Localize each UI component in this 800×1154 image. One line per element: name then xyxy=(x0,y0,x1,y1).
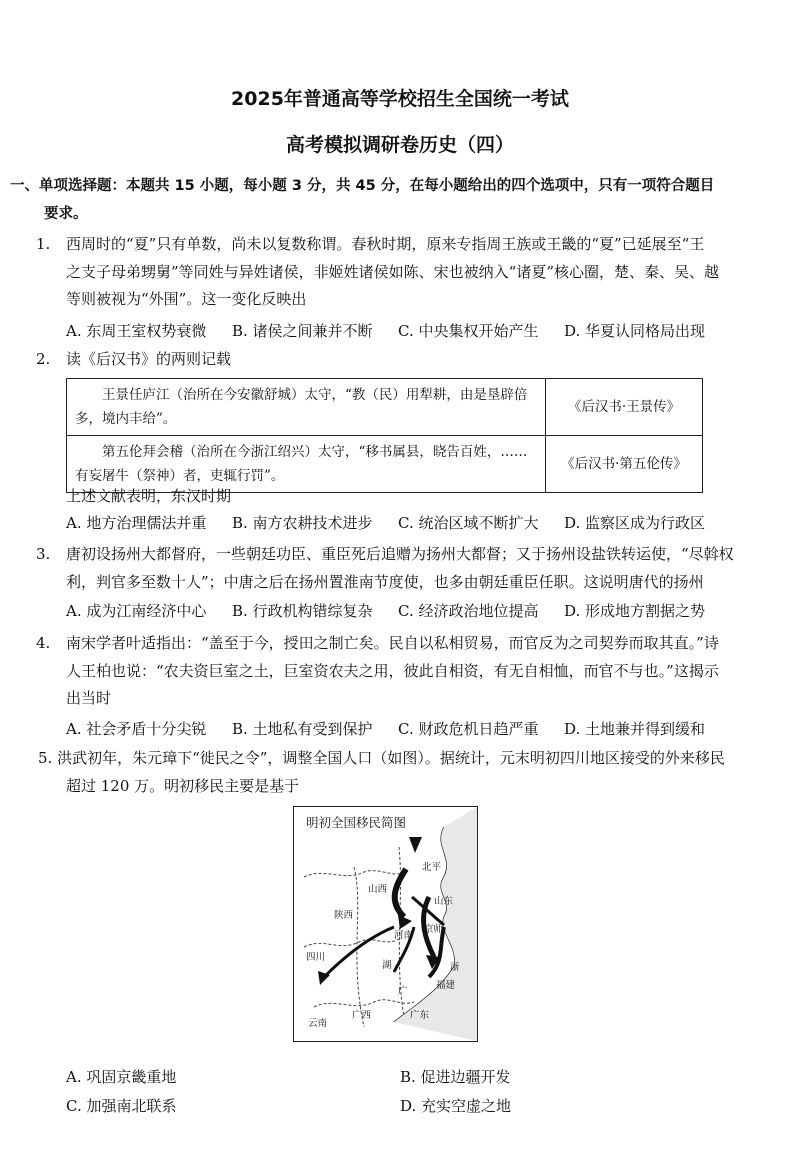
q1-line: 西周时的“夏”只有单数，尚未以复数称谓。春秋时期，原来专指周王族或王畿的“夏”已延展至“王 xyxy=(66,235,705,253)
q2-after: 上述文献表明，东汉时期 xyxy=(66,487,232,505)
q5-line: 5. 洪武初年，朱元璋下“徙民之令”，调整全国人口（如图）。据统计，元末明初四川地区接受的外来移民 xyxy=(38,749,725,767)
q2-option-d[interactable]: D. 监察区成为行政区 xyxy=(564,514,706,532)
map-label: 京师 xyxy=(424,924,444,935)
q4-number: 4. xyxy=(36,634,51,652)
q1-option-d[interactable]: D. 华夏认同格局出现 xyxy=(564,322,706,340)
q1-option-a[interactable]: A. 东周王室权势衰微 xyxy=(66,322,207,340)
q1-number: 1. xyxy=(36,235,51,253)
map-title: 明初全国移民简图 xyxy=(306,815,407,830)
map-label: 山西 xyxy=(368,884,388,895)
map-label: 云南 xyxy=(308,1018,328,1029)
q2-number: 2. xyxy=(36,350,51,368)
q2-option-c[interactable]: C. 统治区域不断扩大 xyxy=(398,514,539,532)
map-label: 山东 xyxy=(434,896,454,907)
q4-option-a[interactable]: A. 社会矛盾十分尖锐 xyxy=(66,720,207,738)
q4-option-c[interactable]: C. 财政危机日趋严重 xyxy=(398,720,539,738)
exam-title: 2025年普通高等学校招生全国统一考试 xyxy=(231,88,569,110)
map-label: 北平 xyxy=(422,862,442,873)
map-drawing xyxy=(294,807,477,1041)
map-label: 广 xyxy=(398,986,408,997)
q1-line: 之支子母弟甥舅”等同姓与异姓诸侯，非姬姓诸侯如陈、宋也被纳入“诸夏”核心圈，楚、秦、吴、越 xyxy=(66,262,720,281)
q5-option-b[interactable]: B. 促进边疆开发 xyxy=(400,1068,511,1086)
q2-source-text: 王景任庐江（治所在今安徽舒城）太守，“教（民）用犁耕，由是垦辟倍多，境内丰给”。 xyxy=(67,379,546,436)
section-heading xyxy=(10,172,790,228)
q1-options xyxy=(66,318,786,345)
q4-line: 人王柏也说：“农夫资巨室之土，巨室资农夫之用，彼此自相资，有无自相恤，而官不与也。”这揭示 xyxy=(66,661,719,680)
map-label: 河南 xyxy=(394,930,414,941)
q2-source-row xyxy=(67,379,703,436)
map-label: 湖 xyxy=(382,960,392,971)
map-label: 浙 xyxy=(450,962,460,973)
q5-option-d[interactable]: D. 充实空虚之地 xyxy=(400,1097,512,1115)
map-label: 广东 xyxy=(410,1010,430,1021)
section-line-1: 一、单项选择题：本题共 15 小题，每小题 3 分，共 45 分，在每小题给出的四个选项中，只有一项符合题目 xyxy=(10,178,715,194)
q3-option-a[interactable]: A. 成为江南经济中心 xyxy=(66,602,207,620)
q2-options xyxy=(66,510,786,537)
q2-option-a[interactable]: A. 地方治理儒法并重 xyxy=(66,514,207,532)
q1-line: 等则被视为“外围”。这一变化反映出 xyxy=(66,290,307,308)
q2-source-text: 第五伦拜会稽（治所在今浙江绍兴）太守，“移书属县，晓告百姓，……有妄屠牛（祭神）者，吏辄行罚”。 xyxy=(67,436,546,493)
q5-line: 超过 120 万。明初移民主要是基于 xyxy=(66,776,300,795)
map-label: 福建 xyxy=(436,980,456,991)
q3-line: 唐初设扬州大都督府，一些朝廷功臣、重臣死后追赠为扬州大都督；又于扬州设盐铁转运使，“尽斡权 xyxy=(66,545,734,563)
q1-option-b[interactable]: B. 诸侯之间兼并不断 xyxy=(232,322,373,340)
q3-option-c[interactable]: C. 经济政治地位提高 xyxy=(398,602,539,620)
map-label: 广西 xyxy=(352,1010,372,1021)
q2-stem: 读《后汉书》的两则记载 xyxy=(66,350,232,368)
q2-source-cite: 《后汉书·第五伦传》 xyxy=(546,436,703,493)
map-label: 四川 xyxy=(306,952,326,963)
q5-option-a[interactable]: A. 巩固京畿重地 xyxy=(66,1068,177,1086)
q3-option-b[interactable]: B. 行政机构错综复杂 xyxy=(232,602,373,620)
q4-line: 出当时 xyxy=(66,689,112,707)
q4-line: 南宋学者叶适指出：“盖至于今，授田之制亡矣。民自以私相贸易，而官反为之司契券而取其直。”诗 xyxy=(66,634,719,652)
q3-options xyxy=(66,598,786,625)
q5-option-c[interactable]: C. 加强南北联系 xyxy=(66,1097,177,1115)
q4-option-d[interactable]: D. 土地兼并得到缓和 xyxy=(564,720,706,738)
exam-subtitle: 高考模拟调研卷历史（四） xyxy=(285,134,514,156)
q3-number: 3. xyxy=(36,545,51,563)
q3-option-d[interactable]: D. 形成地方割据之势 xyxy=(564,602,706,620)
q1-option-c[interactable]: C. 中央集权开始产生 xyxy=(398,322,539,340)
q4-options xyxy=(66,716,786,743)
q2-source-table xyxy=(66,378,703,493)
q5-stem xyxy=(38,745,786,800)
q2-option-b[interactable]: B. 南方农耕技术进步 xyxy=(232,514,373,532)
map-label: 陕西 xyxy=(334,910,354,921)
q4-stem xyxy=(66,630,786,713)
q3-line: 利，判官多至数十人”；中唐之后在扬州置淮南节度使，也多由朝廷重臣任职。这说明唐代的扬州 xyxy=(66,572,704,591)
q4-option-b[interactable]: B. 土地私有受到保护 xyxy=(232,720,373,738)
q1-stem xyxy=(66,231,786,314)
section-line-2: 要求。 xyxy=(44,206,88,222)
migration-map xyxy=(293,806,478,1042)
q2-source-cite: 《后汉书·王景传》 xyxy=(546,379,703,436)
q3-stem xyxy=(66,541,786,596)
